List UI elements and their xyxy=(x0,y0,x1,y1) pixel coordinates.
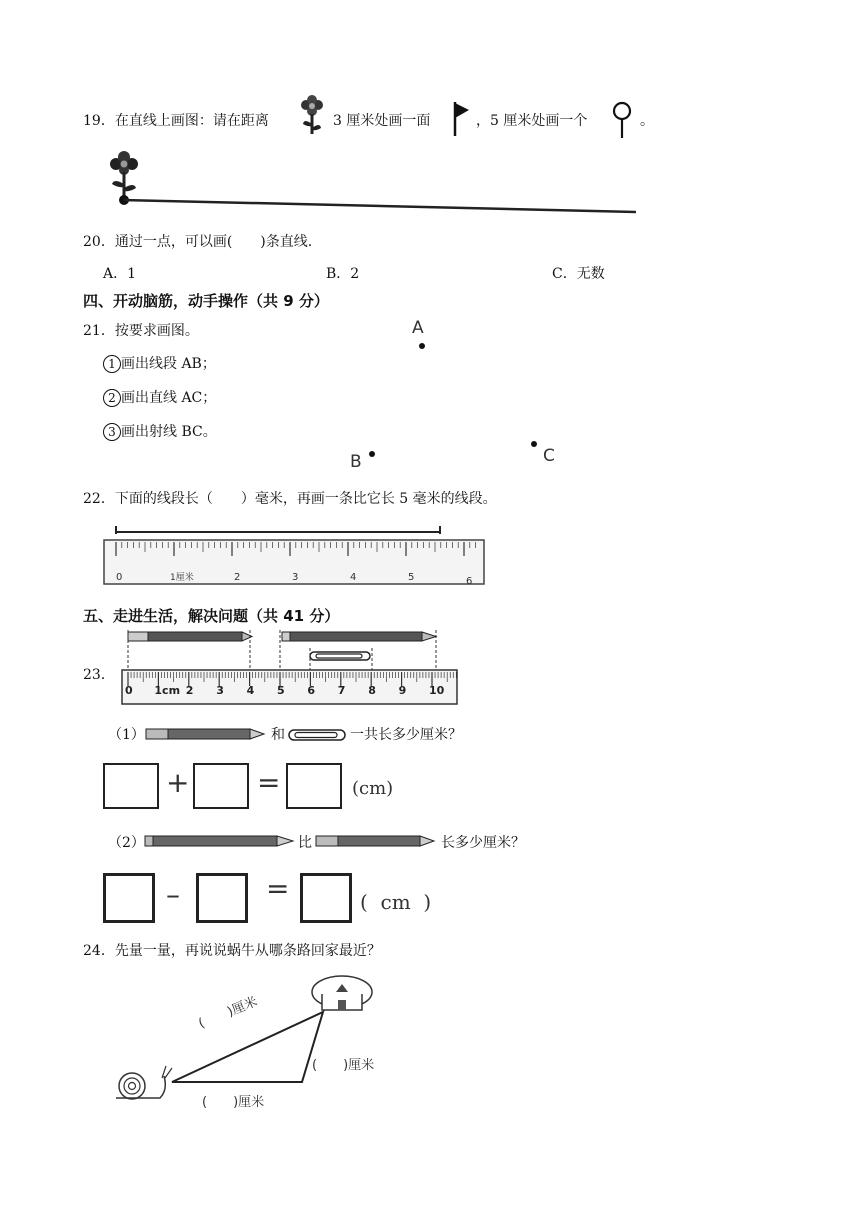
ruler-label: 6 xyxy=(307,684,316,697)
q21-step-3: 3 画出射线 BC。 xyxy=(103,421,217,441)
q20-line xyxy=(83,231,312,251)
q24-line xyxy=(83,940,381,960)
point-a-label: A xyxy=(412,318,424,338)
q19-end: 。 xyxy=(640,113,654,129)
q22-text: 下面的线段长（ ）毫米，再画一条比它长 5 毫米的线段。 xyxy=(114,491,497,507)
equals-sign: = xyxy=(257,766,281,799)
ruler-label-6: 6 xyxy=(466,576,473,587)
point-b-label: B xyxy=(350,452,362,472)
ruler-label-0: 0 xyxy=(116,572,123,583)
equals-sign: = xyxy=(266,872,290,905)
ruler-label: 9 xyxy=(398,684,407,697)
triangle-path xyxy=(172,1012,323,1082)
point-c xyxy=(531,441,537,447)
ruler-label-3: 3 xyxy=(292,572,299,583)
q23-part1-suffix: 一共长多少厘米？ xyxy=(350,727,462,743)
answer-box-2[interactable] xyxy=(193,763,249,809)
q20-number: 20． xyxy=(83,234,115,250)
point-a xyxy=(419,343,425,349)
point-b xyxy=(369,451,375,457)
flower-icon xyxy=(110,151,138,198)
answer-box-6[interactable] xyxy=(300,873,352,923)
long-pencil-icon xyxy=(143,832,297,850)
ruler-label: 0 xyxy=(125,684,133,697)
q19-line xyxy=(83,110,269,130)
house-icon xyxy=(312,976,372,1010)
q20-option-a[interactable]: A．1 xyxy=(103,266,137,282)
q21-step-1: 1 画出线段 AB； xyxy=(103,353,216,373)
q23-part2-suffix: 长多少厘米？ xyxy=(441,835,525,851)
unit-label: (cm) xyxy=(352,778,394,799)
minus-sign: – xyxy=(166,878,180,911)
q19-text-1: 在直线上画图：请在距离 xyxy=(114,113,269,129)
ruler-label: 3 xyxy=(216,684,224,697)
short-pencil-icon xyxy=(144,726,268,742)
answer-box-5[interactable] xyxy=(196,873,248,923)
short-pencil xyxy=(128,632,252,641)
q19-text-3: ，5 厘米处画一个 xyxy=(476,113,588,129)
ruler-label-2: 2 xyxy=(234,572,241,583)
point-c-label: C xyxy=(543,446,555,466)
q22-line xyxy=(83,488,497,508)
circled-number-1: 1 xyxy=(103,355,121,373)
ruler-label: 8 xyxy=(368,684,376,697)
q21-line xyxy=(83,320,199,340)
q20-option-c[interactable]: C．无数 xyxy=(552,266,605,282)
q23-number: 23． xyxy=(83,667,115,683)
answer-box-1[interactable] xyxy=(103,763,159,809)
hypotenuse-length-label: ( )厘米 xyxy=(196,994,260,1032)
flag-icon xyxy=(450,100,472,138)
snail-icon xyxy=(116,1066,172,1099)
bottom-side-length-label: ( )厘米 xyxy=(202,1095,265,1110)
circled-number-2: 2 xyxy=(103,389,121,407)
paper-clip xyxy=(310,652,370,660)
paper-clip-icon xyxy=(287,728,349,742)
ruler-label: 2 xyxy=(185,684,194,697)
q23-part2-prefix: （2） xyxy=(108,835,145,851)
q23-ruler-diagram xyxy=(120,626,465,708)
measured-segment xyxy=(116,526,440,534)
ruler-label: 4 xyxy=(246,684,255,697)
ruler-label-5: 5 xyxy=(408,572,415,583)
answer-box-3[interactable] xyxy=(286,763,342,809)
flower-icon xyxy=(298,96,326,138)
plus-sign: + xyxy=(166,766,190,799)
q21-number: 21． xyxy=(83,323,115,339)
q20-text: 通过一点，可以画( )条直线. xyxy=(114,234,313,250)
answer-box-4[interactable] xyxy=(103,873,155,923)
q23-part1-prefix: （1） xyxy=(108,727,145,743)
ruler-label: 1cm xyxy=(154,684,181,697)
q21-step-2: 2 画出直线 AC； xyxy=(103,387,216,407)
circled-number-3: 3 xyxy=(103,423,121,441)
section-4-title: 四、开动脑筋，动手操作（共 9 分） xyxy=(83,292,329,310)
unit-label: ( cm ) xyxy=(360,890,432,914)
long-pencil xyxy=(282,632,436,641)
ruler-label-4: 4 xyxy=(350,572,357,583)
q24-text: 先量一量，再说说蜗牛从哪条路回家最近？ xyxy=(114,943,381,959)
q19-number: 19． xyxy=(83,113,115,129)
q21-text: 按要求画图。 xyxy=(114,323,199,339)
ruler-label-1: 1厘米 xyxy=(170,573,194,583)
section-5-title: 五、走进生活，解决问题（共 41 分） xyxy=(83,607,340,625)
q23-part2-mid: 比 xyxy=(298,835,312,851)
ruler-label: 5 xyxy=(277,684,285,697)
straight-line xyxy=(124,200,636,212)
q22-ruler xyxy=(100,522,510,592)
q19-drawing xyxy=(100,150,645,220)
ruler-label: 10 xyxy=(429,684,445,697)
q19-text-2: 3 厘米处画一面 xyxy=(333,113,431,129)
short-pencil-icon xyxy=(314,832,438,850)
q20-option-b[interactable]: B．2 xyxy=(326,266,360,282)
ruler-label: 7 xyxy=(337,684,346,697)
right-side-length-label: ( )厘米 xyxy=(312,1058,375,1073)
q24-number: 24． xyxy=(83,943,115,959)
pin-icon xyxy=(610,100,634,140)
q22-number: 22． xyxy=(83,491,115,507)
q23-part1-mid: 和 xyxy=(271,727,285,743)
